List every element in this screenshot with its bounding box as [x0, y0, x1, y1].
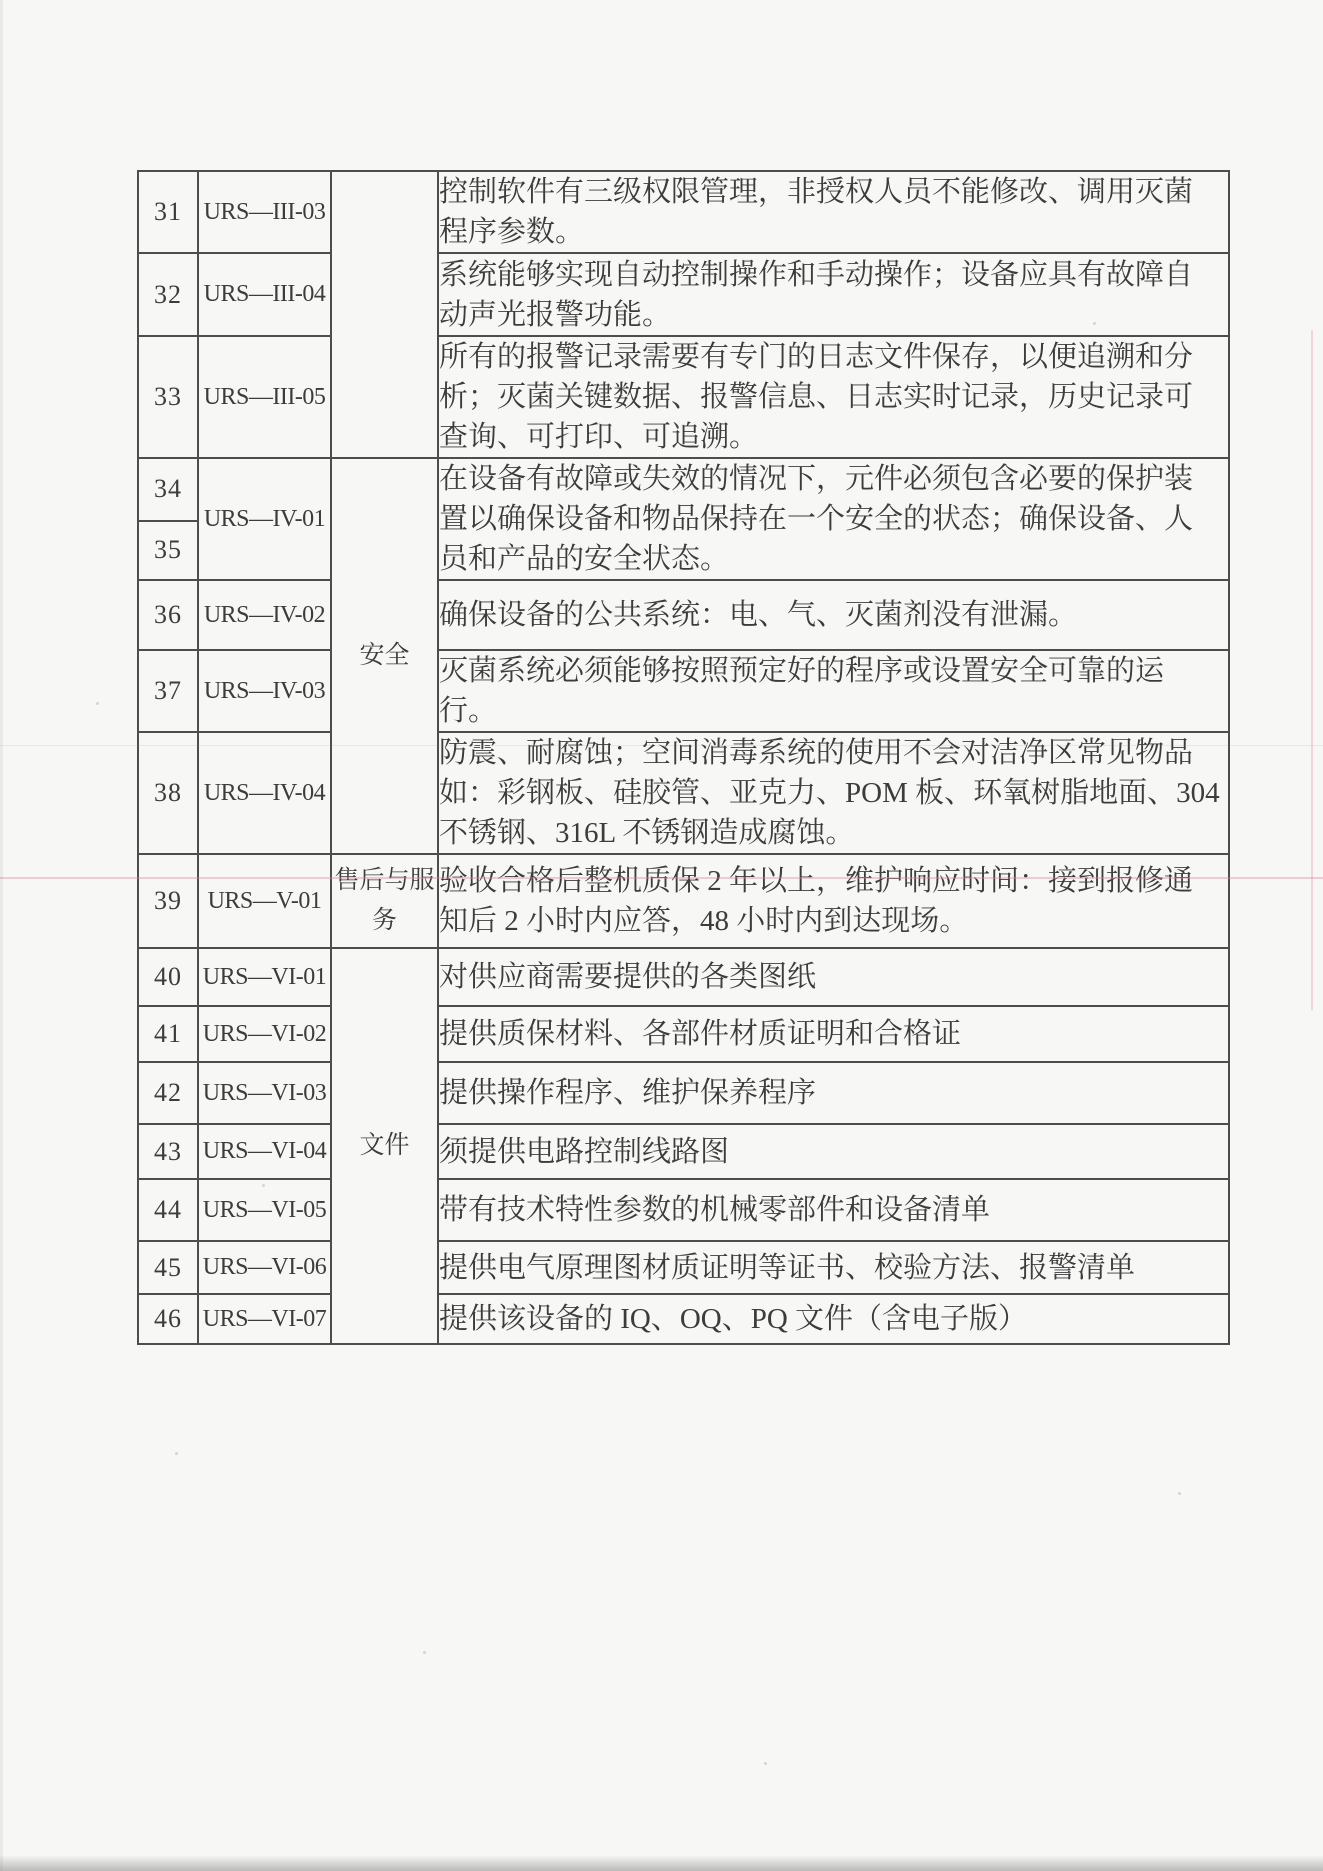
requirement-text-line: 确保设备的公共系统：电、气、灭菌剂没有泄漏。 [439, 599, 1078, 631]
table-row [138, 580, 1229, 650]
urs-code: URS—IV-02 [198, 580, 331, 650]
category-label: 文件 [331, 948, 438, 1344]
urs-code: URS—III-04 [198, 253, 331, 336]
requirement-text-line: 提供操作程序、维护保养程序 [439, 1077, 817, 1109]
requirement-text-line: 析；灭菌关键数据、报警信息、日志实时记录，历史记录可 [439, 381, 1194, 413]
requirement-text [438, 650, 1229, 732]
row-number: 44 [138, 1179, 198, 1241]
requirement-text-line: 置以确保设备和物品保持在一个安全的状态；确保设备、人 [439, 503, 1194, 535]
row-number: 40 [138, 948, 198, 1006]
scan-speck [175, 1452, 178, 1455]
table-row [138, 253, 1229, 336]
urs-code: URS—IV-03 [198, 650, 331, 732]
requirement-text-line: 程序参数。 [439, 216, 585, 248]
requirement-text-line: 防震、耐腐蚀；空间消毒系统的使用不会对洁净区常见物品 [439, 737, 1194, 769]
requirement-text-line: 带有技术特性参数的机械零部件和设备清单 [439, 1194, 991, 1226]
requirement-text-line: 在设备有故障或失效的情况下，元件必须包含必要的保护装 [439, 463, 1194, 495]
row-number: 41 [138, 1006, 198, 1062]
requirement-text-line: 灭菌系统必须能够按照预定好的程序或设置安全可靠的运 [439, 655, 1165, 687]
table-row [138, 171, 1229, 253]
urs-code: URS—III-03 [198, 171, 331, 253]
urs-code: URS—VI-04 [198, 1124, 331, 1179]
requirement-text-line: 对供应商需要提供的各类图纸 [439, 961, 817, 993]
row-number: 34 [138, 458, 198, 521]
row-number: 46 [138, 1294, 198, 1344]
requirement-text [438, 1241, 1229, 1294]
category-label: 安全 [331, 458, 438, 854]
table-row [138, 732, 1229, 854]
row-number: 36 [138, 580, 198, 650]
scan-speck [764, 1762, 767, 1765]
requirement-text [438, 854, 1229, 948]
row-number: 37 [138, 650, 198, 732]
table-row [138, 1179, 1229, 1241]
requirement-text [438, 1124, 1229, 1179]
scan-edge-shadow-bottom [0, 1855, 1323, 1871]
table-row [138, 650, 1229, 732]
table-row [138, 1062, 1229, 1124]
requirement-text-line: 提供电气原理图材质证明等证书、校验方法、报警清单 [439, 1251, 1136, 1284]
urs-code: URS—V-01 [198, 854, 331, 948]
row-number: 38 [138, 732, 198, 854]
requirement-text [438, 1006, 1229, 1062]
requirement-text [438, 948, 1229, 1006]
table-row [138, 458, 1229, 521]
row-number: 33 [138, 336, 198, 458]
urs-code: URS—VI-01 [198, 948, 331, 1006]
urs-code: URS—IV-04 [198, 732, 331, 854]
requirement-text-line: 查询、可打印、可追溯。 [439, 421, 759, 453]
scan-artifact-pink-line-vertical [1311, 330, 1313, 1010]
row-number: 39 [138, 854, 198, 948]
requirement-text-line: 员和产品的安全状态。 [439, 543, 730, 575]
requirement-text [438, 171, 1229, 253]
urs-code: URS—VI-02 [198, 1006, 331, 1062]
requirement-text-line: 不锈钢、316L 不锈钢造成腐蚀。 [439, 817, 855, 849]
requirement-text [438, 336, 1229, 458]
requirement-text-line: 所有的报警记录需要有专门的日志文件保存，以便追溯和分 [439, 341, 1194, 373]
requirement-text [438, 253, 1229, 336]
row-number: 45 [138, 1241, 198, 1294]
urs-code: URS—VI-03 [198, 1062, 331, 1124]
requirement-text [438, 732, 1229, 854]
requirement-text [438, 580, 1229, 650]
requirement-text [438, 1062, 1229, 1124]
table-row [138, 336, 1229, 458]
scan-edge-shadow-left [0, 0, 3, 1871]
requirement-text-line: 提供该设备的 IQ、OQ、PQ 文件（含电子版） [439, 1303, 1028, 1335]
scan-speck [1178, 1492, 1181, 1495]
table-row [138, 854, 1229, 948]
row-number: 32 [138, 253, 198, 336]
row-number: 31 [138, 171, 198, 253]
row-number: 35 [138, 521, 198, 580]
requirement-text [438, 1294, 1229, 1344]
urs-code: URS—III-05 [198, 336, 331, 458]
requirement-text-line: 动声光报警功能。 [439, 298, 672, 331]
requirement-text-line: 须提供电路控制线路图 [439, 1135, 730, 1168]
requirement-text [438, 1179, 1229, 1241]
scan-speck [96, 702, 99, 705]
row-number: 43 [138, 1124, 198, 1179]
table-row [138, 1006, 1229, 1062]
table-row [138, 948, 1229, 1006]
requirement-text-line: 提供质保材料、各部件材质证明和合格证 [439, 1018, 962, 1050]
row-number: 42 [138, 1062, 198, 1124]
urs-code: URS—VI-05 [198, 1179, 331, 1241]
table-row [138, 1241, 1229, 1294]
urs-code: URS—VI-07 [198, 1294, 331, 1344]
requirement-text-line: 如：彩钢板、硅胶管、亚克力、POM 板、环氧树脂地面、304 [439, 777, 1220, 809]
urs-code: URS—VI-06 [198, 1241, 331, 1294]
requirement-text-line: 系统能够实现自动控制操作和手动操作；设备应具有故障自 [439, 258, 1194, 291]
table-row [138, 1124, 1229, 1179]
urs-code: URS—IV-01 [198, 458, 331, 580]
requirement-text-line: 知后 2 小时内应答，48 小时内到达现场。 [439, 905, 969, 937]
scan-speck [423, 1651, 426, 1654]
requirement-text [438, 458, 1229, 580]
table-row [138, 1294, 1229, 1344]
urs-requirements-table [137, 170, 1230, 1345]
category-label [331, 171, 438, 458]
requirement-text-line: 验收合格后整机质保 2 年以上，维护响应时间：接到报修通 [439, 865, 1194, 897]
requirement-text-line: 控制软件有三级权限管理，非授权人员不能修改、调用灭菌 [439, 176, 1194, 208]
requirement-text-line: 行。 [439, 695, 498, 727]
category-label: 售后与服务 [331, 854, 438, 948]
